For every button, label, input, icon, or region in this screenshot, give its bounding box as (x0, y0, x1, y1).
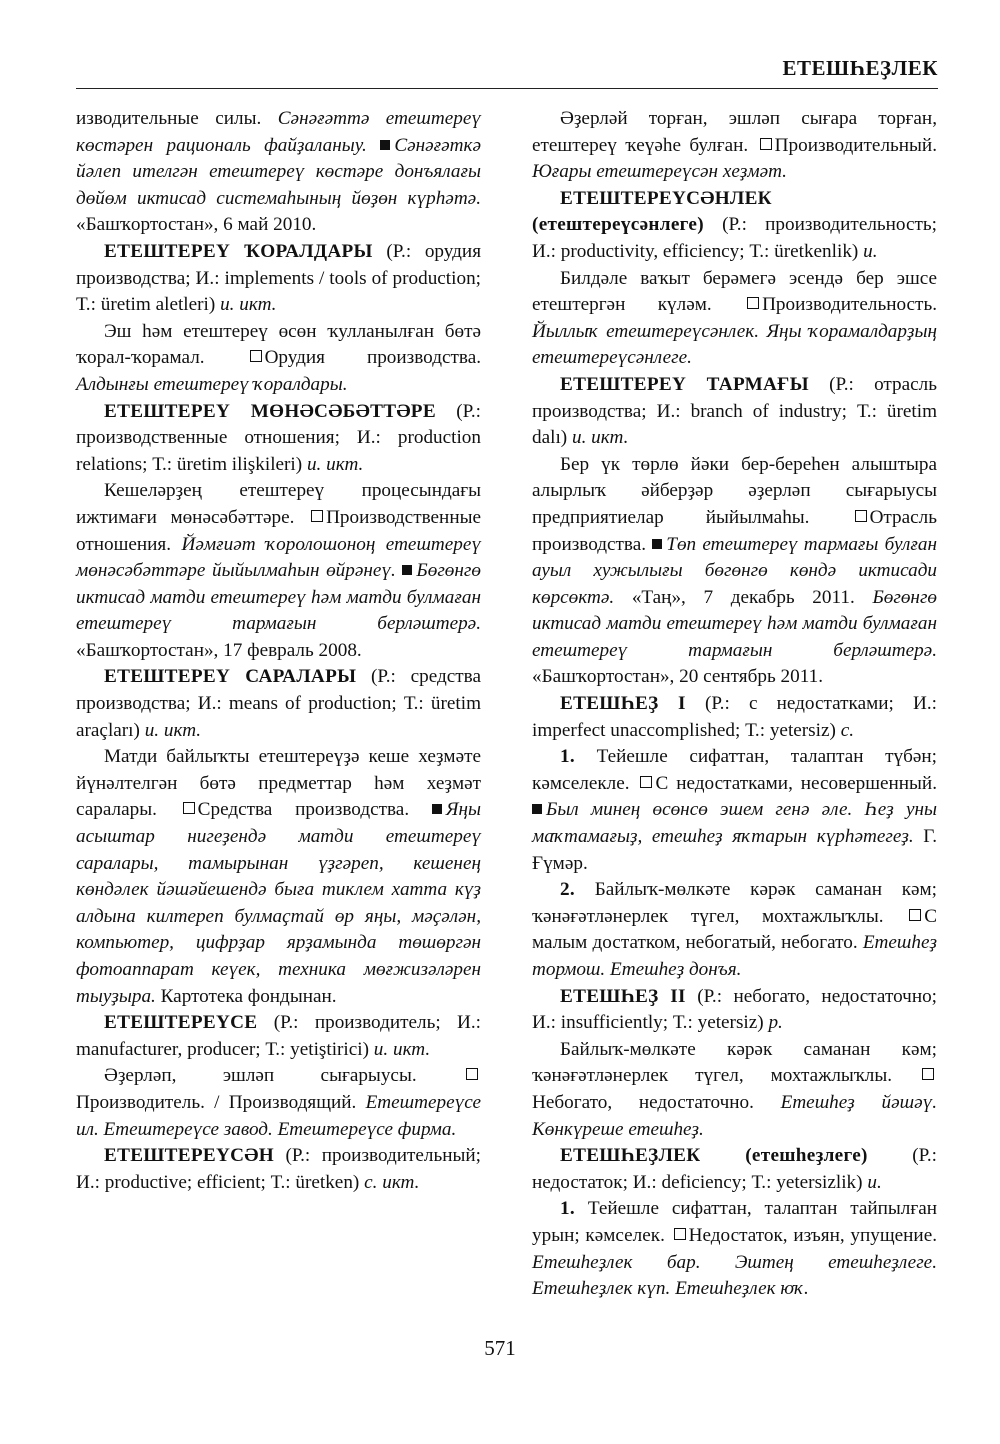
entry-label: и. икт. (373, 1038, 431, 1060)
entry-label: и. икт. (571, 427, 629, 449)
running-head: ЕТЕШҺЕҘЛЕК (782, 56, 938, 80)
russian-equivalent: Средства производства. (197, 799, 410, 821)
example-text: Йыллыҡ етештереүсәнлек. Яңы ҡорамалдарҙың етештереүсәнлеге. (532, 320, 937, 369)
entry-label: с. икт. (364, 1171, 420, 1193)
example-text: Бөгөнгө иктисад матди етештереү һәм матди булмаған етештереү тармағын берләштерә. (532, 586, 938, 661)
entry-translations: (Р.: производительность; И.: productivity, efficiency; Т.: üretkenlik) (532, 214, 937, 262)
entry-definition (532, 266, 937, 372)
example-text: Етешһеҙлек бар. Эштең етешһеҙлеге. Етешһеҙлек күп. Етешһеҙлек юҡ. (532, 1251, 937, 1300)
russian-equivalent-icon (747, 297, 759, 309)
entry-translations: (Р.: средства производства; И.: means of production; Т.: üretim araçları) (76, 666, 481, 741)
citation-square-icon (532, 804, 542, 814)
dictionary-entry (532, 372, 937, 452)
entry-definition (532, 1037, 937, 1143)
entry-definition (532, 106, 937, 186)
definition-text: Матди байлыҡты етештереүҙә кеше хеҙмәте йүнәлтелгән бөтә предметтар һәм хеҙмәт саралары. (76, 746, 481, 821)
dictionary-entry (76, 399, 481, 479)
sense-number: 2. (560, 879, 575, 901)
entry-headword: ЕТЕШТЕРЕҮСЕ (104, 1012, 258, 1034)
entry-label: и. икт. (220, 294, 277, 316)
entry-label: и. (863, 240, 878, 262)
definition-text: Тейешле сифаттан, талаптан түбән; кәмселекле. (532, 746, 938, 794)
right-column (532, 106, 937, 1303)
source-citation: Г. Ғүмәр. (532, 826, 937, 874)
source-citation: «Башҡортостан», 17 февраль 2008. (76, 639, 362, 661)
definition-text: Бер үк төрлө йәки бер-береһен алыштыра алырлыҡ әйберҙәр әҙерләп сығарыусы предприятиелар йыйылмаһы. (532, 453, 937, 528)
entry-label: и. икт. (306, 453, 364, 475)
source-citation: Картотека фондынан. (160, 985, 337, 1007)
russian-equivalent-icon (922, 1068, 934, 1080)
source-citation: «Таң», 7 декабрь 2011. (631, 586, 855, 608)
entry-headword: ЕТЕШТЕРЕҮ ТАРМАҒЫ (560, 373, 809, 395)
russian-equivalent-icon (855, 510, 867, 522)
example-text: Бөгөнгө иктисад матди етештереү һәм матди булмаған етештереү тармағын берләштерә. (76, 560, 481, 635)
example-text: Яңы асыштар нигеҙендә матди етештереү саралары, тамырынан үҙгәреп, кешенең көндәлек йәшәйешендә быға тиклем хатта күҙ алдына килтереп булмаҫтай өр яңы, мәҫәлән, компьютер, цифрҙар ярҙамында төшөргән фотоаппарат кеүек, техника мөғжизәләрен тыуҙыра. (76, 799, 481, 1007)
entry-translations: (Р.: производственные отношения; И.: production relations; Т.: üretim ilişkileri) (76, 400, 482, 475)
definition-text: Әҙерләй торған, эшләп сығара торған, етештереү ҡеүәһе булған. (532, 108, 937, 156)
entry-label: р. (768, 1012, 783, 1034)
entry-headword: ЕТЕШТЕРЕҮ ҠОРАЛДАРЫ (104, 240, 373, 262)
citation-square-icon (432, 804, 442, 814)
header-rule (76, 88, 938, 89)
entry-translations: (Р.: небогато, недостаточно; И.: insufficiently; Т.: yetersiz) (532, 985, 938, 1034)
left-column (76, 106, 481, 1196)
definition-text: Байлыҡ-мөлкәте кәрәк саманан кәм; ҡәнәғәтләнерлек түгел, мохтажлыҡлы. (532, 1038, 937, 1087)
entry-label: и. (867, 1171, 882, 1193)
russian-equivalent: Производственные отношения. (76, 506, 481, 555)
entry-translations: (Р.: недостаток; И.: deficiency; Т.: yetersizlik) (532, 1145, 937, 1193)
entry-headword: ЕТЕШҺЕҘЛЕК (етешһеҙлеге) (560, 1145, 868, 1167)
page-number: 571 (484, 1336, 516, 1360)
dictionary-entry (532, 691, 937, 744)
russian-equivalent: С недостатками, несовершенный. (655, 772, 937, 794)
russian-equivalent-icon (311, 510, 323, 522)
entry-translations: (Р.: производительный; И.: productive; efficient; Т.: üretken) (76, 1145, 482, 1193)
entry-sense (532, 744, 937, 877)
entry-headword: ЕТЕШҺЕҘ II (560, 985, 686, 1007)
definition-text: Әҙерләп, эшләп сығарыусы. (104, 1065, 417, 1087)
entry-headword: ЕТЕШҺЕҘ I (560, 693, 686, 715)
example-text: Етешһеҙ тормош. Етешһеҙ донъя. (532, 932, 937, 980)
russian-equivalent: Недостаток, изъян, упущение. (688, 1224, 938, 1246)
russian-equivalent-icon (183, 802, 195, 814)
russian-equivalent: С малым достатком, небогатый, небогато. (532, 905, 938, 954)
source-citation: «Башҡортостан», 20 сентябрь 2011. (532, 666, 823, 688)
continued-entry (76, 106, 481, 239)
entry-headword: ЕТЕШТЕРЕҮСӘН (104, 1145, 274, 1167)
russian-equivalent-icon (674, 1228, 686, 1240)
sense-number: 1. (560, 1198, 575, 1220)
entry-label: и. икт. (144, 719, 202, 741)
example-text: Юғары етештереүсән хеҙмәт. (532, 161, 787, 183)
russian-equivalent-icon (909, 909, 921, 921)
russian-equivalent: Производитель. / Производящий. (76, 1091, 357, 1113)
dictionary-entry (532, 984, 937, 1037)
sense-number: 1. (560, 746, 575, 768)
definition-text: изводительные силы. (76, 108, 262, 129)
dictionary-entry (76, 1143, 481, 1196)
entry-label: с. (840, 719, 855, 741)
russian-equivalent: Производительность. (762, 294, 937, 316)
entry-sense (532, 1196, 937, 1302)
example-text: Алдынғы етештереү ҡоралдары. (76, 373, 348, 395)
entry-definition (76, 478, 481, 664)
definition-text: Тейешле сифаттан, талаптан тайпылған урын; кәмселек. (532, 1198, 938, 1246)
example-text: Етештереүсе ил. Етештереүсе завод. Етештереүсе фирма. (76, 1091, 481, 1140)
russian-equivalent-icon (466, 1068, 478, 1080)
dictionary-entry (532, 1143, 937, 1196)
source-citation: «Башҡортостан», 6 май 2010. (76, 214, 317, 236)
dictionary-entry (532, 186, 937, 266)
citation-square-icon (402, 565, 412, 575)
example-text: Сәнәғәткә йәлеп ителгән етештереү көстәре донъялағы дөйөм иктисад системаһының йөҙөн күрһәтә. (76, 134, 482, 209)
definition-text: Байлыҡ-мөлкәте кәрәк саманан кәм; ҡәнәғәтләнерлек түгел, мохтажлыҡлы. (532, 879, 938, 927)
entry-translations: (Р.: с недостатками; И.: imperfect unaccomplished; Т.: yetersiz) (532, 693, 937, 741)
citation-square-icon (652, 539, 662, 549)
entry-translations: (Р.: орудия производства; И.: implements / tools of production; Т.: üretim aletleri) (76, 240, 482, 316)
entry-definition (76, 319, 481, 399)
entry-sense (532, 877, 937, 983)
definition-text: Эш һәм етештереү өсөн ҡулланылған бөтә ҡорал-ҡорамал. (76, 320, 481, 369)
entry-headword: ЕТЕШТЕРЕҮСӘНЛЕК (етештереүсәнлеге) (532, 187, 772, 236)
entry-translations: (Р.: производитель; И.: manufacturer, producer; Т.: yetiştirici) (76, 1012, 481, 1060)
entry-definition (76, 744, 481, 1010)
example-text: Сәнәғәттә етештереү көстәрен рациональ файҙаланыу. (76, 108, 481, 156)
entry-definition (76, 1063, 481, 1143)
example-text: Был минең өсөнсө эшем генә әле. Һеҙ уны маҡтамағыҙ, етешһеҙ яҡтарын күрһәтегеҙ. (532, 799, 937, 848)
entry-translations: (Р.: отрасль производства; И.: branch of industry; Т.: üretim dalı) (532, 373, 938, 449)
russian-equivalent-icon (760, 138, 772, 150)
russian-equivalent-icon (640, 776, 652, 788)
dictionary-entry (76, 664, 481, 744)
example-text: Етешһеҙ йәшәү. Көнкүреше етешһеҙ. (532, 1091, 937, 1140)
dictionary-entry (76, 239, 481, 319)
entry-headword: ЕТЕШТЕРЕҮ САРАЛАРЫ (104, 666, 357, 688)
russian-equivalent: Небогато, недостаточно. (532, 1091, 754, 1113)
dictionary-entry (76, 1010, 481, 1063)
citation-square-icon (380, 140, 390, 150)
entry-headword: ЕТЕШТЕРЕҮ МӨНӘСӘБӘТТӘРЕ (104, 400, 436, 422)
definition-text: Билдәле ваҡыт берәмегә эсендә бер эшсе етештергән күләм. (532, 267, 937, 316)
example-text: Төп етештереү тармағы булған ауыл хужылығы бөгөнгө көндә иктисади көрсөктә. (532, 533, 937, 608)
russian-equivalent: Отрасль производства. (532, 506, 937, 555)
russian-equivalent: Орудия производства. (264, 347, 482, 369)
definition-text: Кешеләрҙең етештереү процесындағы ижтимағи мөнәсәбәттәре. (76, 480, 481, 528)
example-text: Йәмғиәт ҡоролошоноң етештереү мөнәсәбәттәре йыйылмаһын өйрәнеү. (76, 533, 481, 582)
russian-equivalent-icon (250, 350, 262, 362)
russian-equivalent: Производительный. (774, 134, 938, 156)
entry-definition (532, 452, 937, 691)
